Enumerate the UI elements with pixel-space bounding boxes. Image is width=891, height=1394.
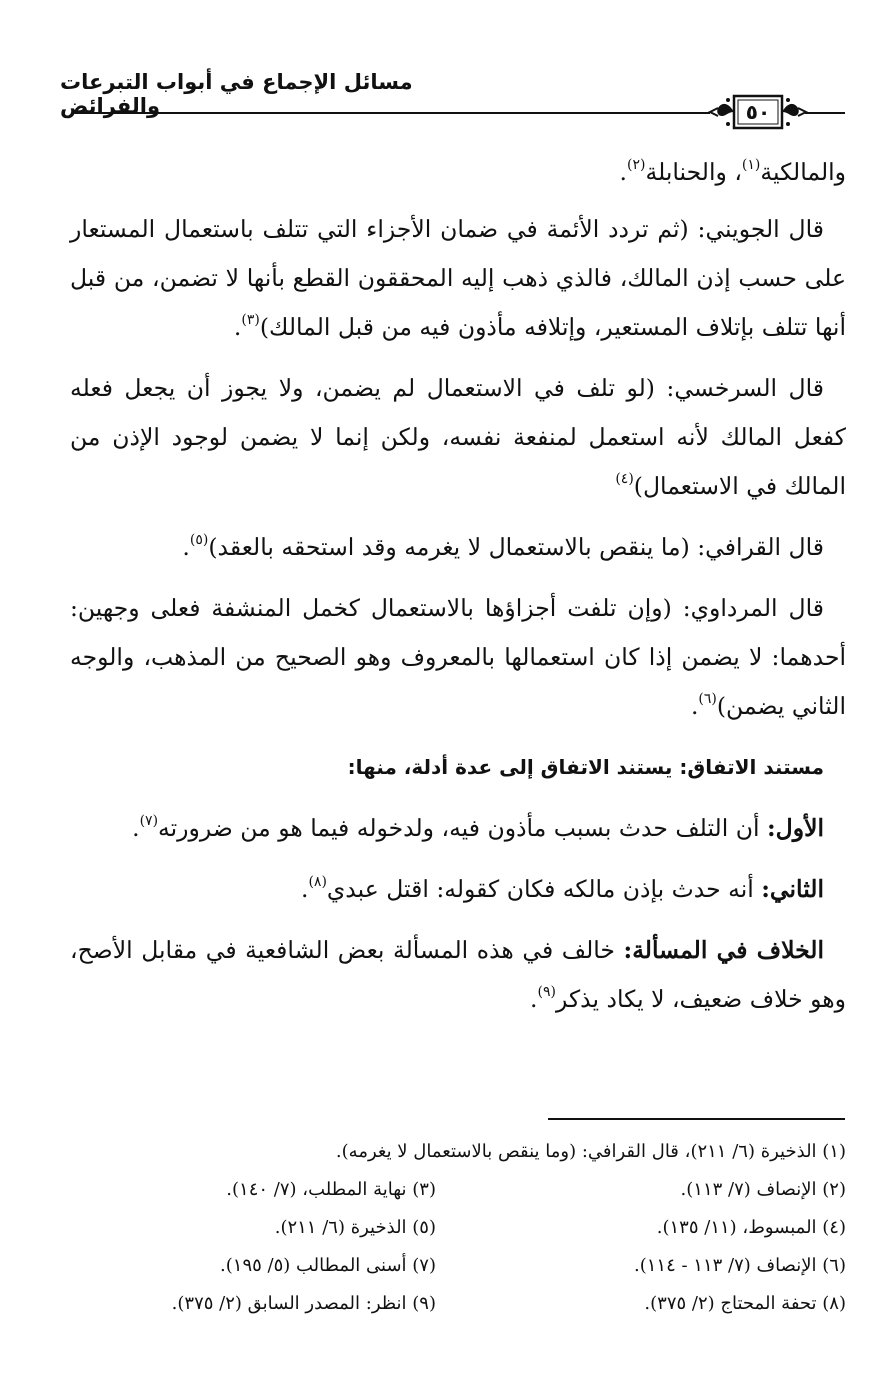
paragraph-disagreement: [70, 926, 846, 1024]
footnote-ref: (٤): [615, 471, 634, 488]
running-title: مسائل الإجماع في أبواب التبرعات والفرائض: [60, 70, 413, 118]
paragraph-text: قال المرداوي: (وإن تلفت أجزاؤها بالاستعمال كخمل المنشفة فعلى وجهين: أحدهما: لا يضمن إذا كان استعمالها بالمعروف وهو الصحيح من المذهب، والوجه الثاني يضمن): [70, 594, 846, 720]
footnote-item: (٨) تحفة المحتاج (٢/ ٣٧٥).: [644, 1293, 846, 1314]
paragraph-label: الخلاف في المسألة:: [623, 936, 824, 964]
paragraph-text: ، والحنابلة: [645, 158, 742, 186]
footnote-ref: (٨): [308, 874, 327, 891]
paragraph-sarakhsi: [70, 364, 846, 511]
footnote-ref: (١): [741, 157, 761, 174]
paragraph-second-evidence: [70, 865, 846, 914]
footnote-ref: (٢): [627, 157, 646, 174]
footnote-item: (٣) نهاية المطلب، (٧/ ١٤٠).: [226, 1179, 436, 1200]
footnote-item: (٢) الإنصاف (٧/ ١١٣).: [680, 1179, 846, 1200]
header-rule-right: [805, 112, 845, 114]
page-number: ٥٠: [745, 100, 771, 124]
paragraph-label: الأول:: [766, 814, 824, 842]
paragraph-text: خالف في هذه المسألة بعض الشافعية في مقابل الأصح، وهو خلاف ضعيف، لا يكاد يذكر: [70, 936, 846, 1013]
section-heading: مستند الاتفاق: يستند الاتفاق إلى عدة أدلة، منها:: [347, 755, 824, 779]
paragraph-end: .: [690, 692, 699, 720]
footnote-ref: (٧): [139, 813, 159, 830]
paragraph-qarafi: [70, 523, 846, 572]
footnote-row: [60, 1247, 846, 1285]
footnote-item: (٦) الإنصاف (٧/ ١١٣ - ١١٤).: [633, 1255, 846, 1276]
paragraph-juwayni: [70, 205, 846, 352]
paragraph-text: قال الجويني: (ثم تردد الأئمة في ضمان الأجزاء التي تتلف باستعمال المستعار على حسب إذن المالك، فالذي ذهب إليه المحققون القطع بأنها لا تضمن، من قبل أنها تتلف بإتلاف المستعير، وإتلافه مأذون فيه من قبل المالك): [70, 215, 846, 341]
paragraph-end: .: [182, 533, 190, 561]
paragraph-text: أنه حدث بإذن مالكه فكان كقوله: اقتل عبدي: [326, 875, 762, 903]
paragraph-mardawi: [70, 584, 846, 731]
paragraph-first-evidence: [70, 804, 846, 853]
paragraph-end: .: [530, 985, 538, 1013]
footnote-item: (١) الذخيرة (٦/ ٢١١)، قال القرافي: (وما ينقص بالاستعمال لا يغرمه).: [335, 1141, 846, 1162]
footnote-item: (٧) أسنى المطالب (٥/ ١٩٥).: [220, 1255, 436, 1276]
footnote-row: [60, 1209, 846, 1247]
paragraph: [70, 148, 846, 197]
paragraph-text: قال السرخسي: (لو تلف في الاستعمال لم يضمن، ولا يجوز أن يجعل فعله كفعل المالك لأنه استعمل لمنفعة نفسه، ولكن إنما لا يضمن لوجود الإذن من المالك في الاستعمال): [70, 374, 846, 500]
paragraph-text: قال القرافي: (ما ينقص بالاستعمال لا يغرمه وقد استحقه بالعقد): [208, 533, 824, 561]
paragraph-end: .: [619, 158, 627, 186]
paragraph-end: .: [132, 814, 140, 842]
footnote-item: (٩) انظر: المصدر السابق (٢/ ٣٧٥).: [171, 1293, 436, 1314]
footnote-row: [60, 1171, 846, 1209]
footnote-ref: (٦): [698, 691, 717, 708]
footnote-separator: [548, 1118, 845, 1120]
paragraph-end: .: [300, 875, 309, 903]
main-text: [70, 148, 846, 1036]
paragraph-text: والمالكية: [760, 158, 846, 186]
footnote-ref: (٣): [241, 312, 260, 329]
footnote-item: (٥) الذخيرة (٦/ ٢١١).: [274, 1217, 436, 1238]
footnote-ref: (٥): [189, 532, 209, 549]
footnote-ref: (٩): [537, 984, 556, 1001]
paragraph-text: أن التلف حدث بسبب مأذون فيه، ولدخوله فيما هو من ضرورته: [158, 814, 767, 842]
paragraph-end: .: [233, 313, 242, 341]
footnotes: [60, 1133, 846, 1323]
footnote-row: [60, 1285, 846, 1323]
paragraph-label: الثاني:: [761, 875, 824, 903]
footnote-item: (٤) المبسوط، (١١/ ١٣٥).: [656, 1217, 846, 1238]
header-rule: [72, 112, 710, 114]
